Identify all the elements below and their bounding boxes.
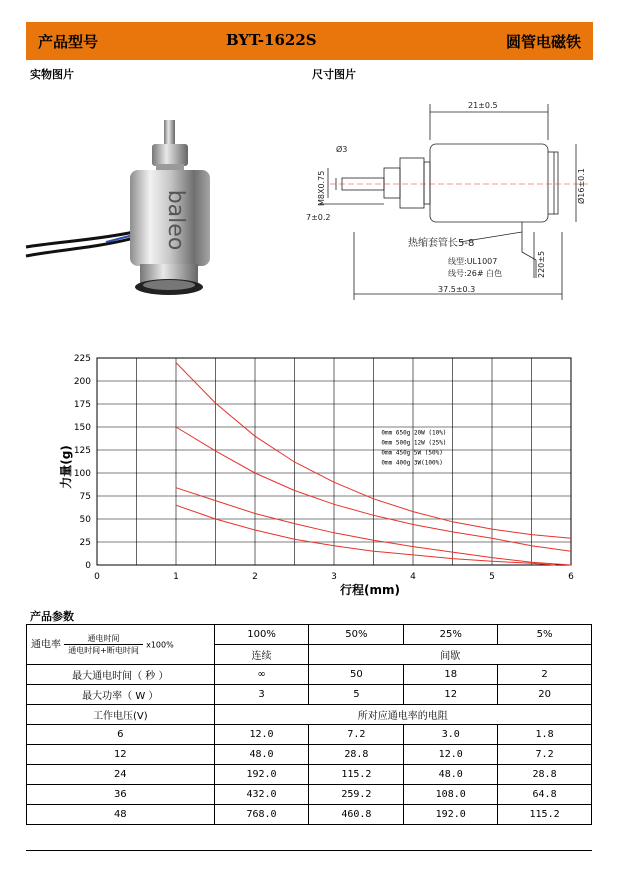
y-tick-label: 50: [79, 515, 91, 525]
dim-phi3: Ø3: [336, 145, 348, 154]
resistance-cell: 7.2: [309, 725, 404, 745]
dim-sleeve: 热缩套管长5-8: [408, 238, 475, 249]
force-stroke-chart: [59, 350, 592, 605]
table-row: [27, 725, 592, 745]
dim-top-width: 21±0.5: [468, 101, 498, 110]
max-time-value: ∞: [214, 665, 309, 685]
dim-wire-gauge: 线号:26# 白色: [448, 269, 503, 278]
max-power-value: 5: [309, 685, 404, 705]
dim-thread: M8X0.75: [317, 170, 326, 206]
x-tick-label: 5: [489, 572, 495, 582]
duty-cycle-denominator: 通电时间+断电时间: [68, 646, 139, 655]
y-tick-label: 225: [73, 354, 91, 364]
resistance-cell: 460.8: [309, 805, 404, 825]
max-power-value: 20: [498, 685, 592, 705]
dim-total-length: 37.5±0.3: [438, 285, 476, 294]
y-tick-label: 0: [85, 561, 91, 571]
x-tick-label: 4: [410, 572, 416, 582]
header-bar: [26, 22, 593, 60]
params-section-label: 产品参数: [30, 610, 74, 623]
resistance-cell: 28.8: [309, 745, 404, 765]
table-row: [27, 625, 592, 645]
max-time-value: 50: [309, 665, 404, 685]
series-line: [176, 505, 555, 565]
y-tick-label: 125: [73, 446, 91, 456]
duty-cycle-fraction: [64, 633, 143, 656]
duty-value: 100%: [214, 625, 309, 645]
parameter-table: [26, 624, 592, 825]
dimension-drawing: [300, 82, 600, 312]
duty-cycle-numerator: 通电时间: [64, 633, 143, 645]
voltage-cell: 12: [27, 745, 215, 765]
table-row: [27, 805, 592, 825]
table-row: [27, 665, 592, 685]
voltage-cell: 6: [27, 725, 215, 745]
resistance-cell: 28.8: [498, 765, 592, 785]
max-power-value: 12: [404, 685, 498, 705]
x-axis-ticks: [94, 572, 574, 582]
duty-value: 5%: [498, 625, 592, 645]
y-tick-label: 100: [73, 469, 91, 479]
table-row: [27, 705, 592, 725]
resistance-cell: 259.2: [309, 785, 404, 805]
y-axis-ticks: [74, 354, 91, 571]
x-tick-label: 6: [568, 572, 574, 582]
resistance-cell: 115.2: [309, 765, 404, 785]
resistance-cell: 192.0: [404, 805, 498, 825]
dim-lead-length: 220±5: [537, 250, 546, 278]
y-tick-label: 25: [79, 538, 91, 548]
product-model-number: BYT-1622S: [226, 31, 317, 49]
max-time-label: 最大通电时间（ 秒 ）: [27, 665, 215, 685]
photo-section-label: 实物图片: [30, 68, 74, 81]
voltage-cell: 36: [27, 785, 215, 805]
product-photo: [26, 82, 276, 344]
y-axis-label: 力量(g): [59, 445, 73, 489]
y-tick-label: 175: [73, 400, 91, 410]
table-row: [27, 765, 592, 785]
legend-entry: 0mm 500g 12W (25%): [381, 439, 447, 447]
resistance-cell: 432.0: [214, 785, 309, 805]
resistance-cell: 64.8: [498, 785, 592, 805]
table-row: [27, 785, 592, 805]
dim-phi16: Ø16±0.1: [577, 168, 586, 204]
duty-cycle-suffix: x100%: [146, 640, 174, 650]
resistance-cell: 3.0: [404, 725, 498, 745]
product-type: 圆管电磁铁: [505, 33, 581, 51]
product-model-label: 产品型号: [38, 33, 99, 51]
max-power-value: 3: [214, 685, 309, 705]
dimension-section-label: 尺寸图片: [312, 68, 356, 81]
resistance-cell: 115.2: [498, 805, 592, 825]
max-time-value: 18: [404, 665, 498, 685]
x-tick-label: 1: [173, 572, 179, 582]
max-power-label: 最大功率（ W ）: [27, 685, 215, 705]
table-row: [27, 685, 592, 705]
resistance-header: 所对应通电率的电阻: [214, 705, 591, 725]
duty-value: 50%: [309, 625, 404, 645]
resistance-cell: 108.0: [404, 785, 498, 805]
x-tick-label: 0: [94, 572, 100, 582]
chart-grid: [97, 358, 571, 565]
resistance-cell: 48.0: [404, 765, 498, 785]
voltage-cell: 24: [27, 765, 215, 785]
mode-continuous: 连续: [214, 645, 309, 665]
voltage-header: 工作电压(V): [27, 705, 215, 725]
y-tick-label: 200: [73, 377, 91, 387]
resistance-cell: 1.8: [498, 725, 592, 745]
y-tick-label: 75: [79, 492, 91, 502]
legend-entry: 0mm 450g 5W (50%): [381, 449, 443, 457]
dim-wire-type: 线型:UL1007: [448, 257, 498, 266]
x-tick-label: 2: [252, 572, 258, 582]
resistance-cell: 48.0: [214, 745, 309, 765]
dim-seven: 7±0.2: [306, 213, 331, 222]
resistance-cell: 12.0: [404, 745, 498, 765]
voltage-cell: 48: [27, 805, 215, 825]
max-time-value: 2: [498, 665, 592, 685]
chart-legend: [381, 429, 446, 466]
resistance-cell: 768.0: [214, 805, 309, 825]
duty-cycle-header: [27, 625, 215, 665]
resistance-cell: 7.2: [498, 745, 592, 765]
duty-value: 25%: [404, 625, 498, 645]
resistance-cell: 12.0: [214, 725, 309, 745]
table-row: [27, 745, 592, 765]
x-tick-label: 3: [331, 572, 337, 582]
legend-entry: 0mm 650g 20W (10%): [381, 429, 447, 437]
x-axis-label: 行程(mm): [340, 583, 400, 597]
product-brand: baleo: [163, 189, 188, 251]
bottom-rule: [26, 850, 592, 851]
y-tick-label: 150: [73, 423, 91, 433]
mode-intermittent: 间歇: [309, 645, 592, 665]
legend-entry: 0mm 400g 3W(100%): [381, 459, 443, 467]
resistance-cell: 192.0: [214, 765, 309, 785]
duty-cycle-label: 通电率: [31, 639, 61, 651]
